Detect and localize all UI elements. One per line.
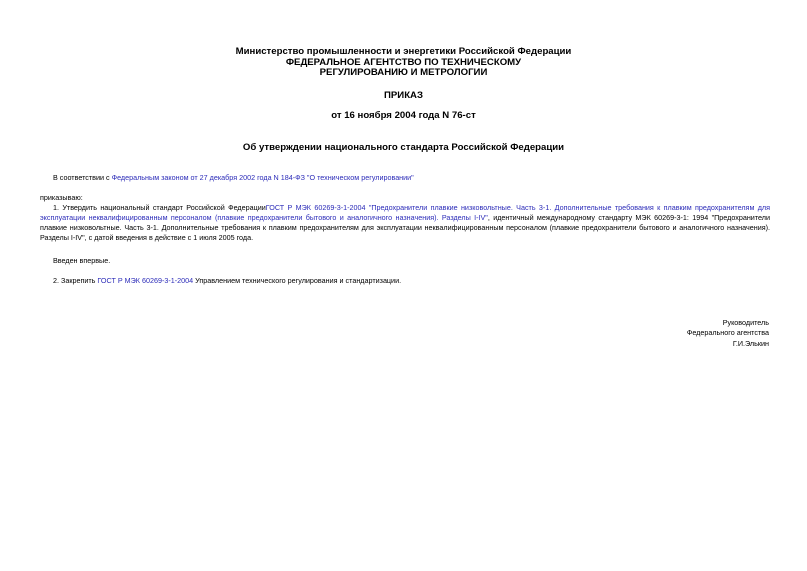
ministry-name: Министерство промышленности и энергетики Российской Федерации bbox=[235, 46, 572, 57]
document-date: от 16 ноября 2004 года N 76-ст bbox=[331, 110, 476, 121]
federal-law-link[interactable]: Федеральным законом от 27 декабря 2002 года N 184-ФЗ "О техническом регулировании" bbox=[111, 173, 414, 182]
intro-paragraph bbox=[53, 173, 783, 183]
gost-standard-link[interactable]: ГОСТ Р МЭК 60269-3-1-2004 "Предохранители плавкие низковольтные. Часть 3-1. Дополнительные требования к плавким предохранителям для эксплуатации неквалифицированным персоналом (плавкие предохранители бытового и аналогичного назначения). Разделы I-IV" bbox=[40, 203, 770, 222]
first-introduced-note: Введен впервые. bbox=[53, 256, 111, 265]
signature-position: Руководитель bbox=[722, 318, 769, 327]
agency-name-line1: ФЕДЕРАЛЬНОЕ АГЕНТСТВО ПО ТЕХНИЧЕСКОМУ bbox=[285, 56, 522, 68]
signature-block bbox=[687, 318, 769, 349]
item1-paragraph bbox=[40, 203, 770, 243]
document-subject: Об утверждении национального стандарта Российской Федерации bbox=[242, 142, 565, 153]
signature-name: Г.И.Элькин bbox=[732, 338, 769, 348]
gost-link-2[interactable]: ГОСТ Р МЭК 60269-3-1-2004 bbox=[97, 276, 194, 285]
signature-organization: Федерального агентства bbox=[686, 328, 769, 338]
agency-name-line2: РЕГУЛИРОВАНИЮ И МЕТРОЛОГИИ bbox=[319, 67, 488, 78]
document-type: ПРИКАЗ bbox=[384, 90, 423, 101]
item1-suffix: , идентичный международному стандарту МЭК 60269-3-1: 1994 "Предохранители плавкие низковольтные. Часть 3-1. Дополнительные требования к плавким предохранителям для эксплуатации неквалифицированным персоналом (плавкие предохранители бытового и аналогичного назначения). Разделы I-IV", с датой введения в действие с 1 июля 2005 года. bbox=[40, 213, 770, 242]
intro-prefix: В соответствии с bbox=[53, 173, 112, 182]
ministry-heading bbox=[0, 47, 807, 79]
orders-line: приказываю: bbox=[40, 193, 83, 202]
item2-prefix: 2. Закрепить bbox=[53, 276, 98, 285]
item2-paragraph bbox=[53, 276, 783, 286]
item2-suffix: Управлением технического регулирования и стандартизации. bbox=[193, 276, 402, 285]
item1-prefix: 1. Утвердить национальный стандарт Российской Федерации bbox=[53, 203, 266, 212]
